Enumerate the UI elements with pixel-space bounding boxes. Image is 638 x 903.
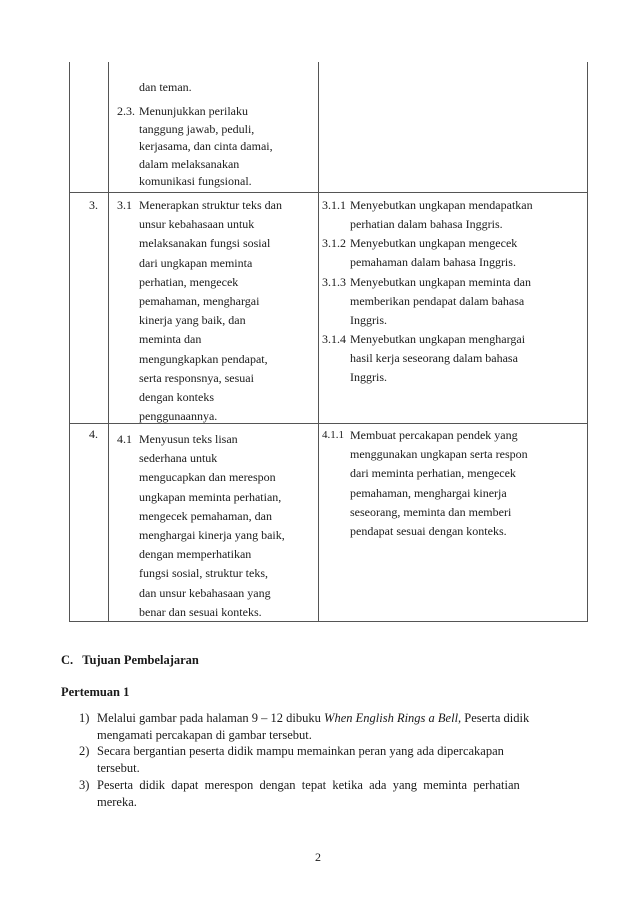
kd-line: kerjasama, dan cinta damai, [139, 139, 273, 153]
kd-line: Menerapkan struktur teks dan [139, 198, 282, 212]
goal-line: mengamati percakapan di gambar tersebut. [97, 728, 312, 742]
book-title: When English Rings a Bell, [324, 711, 462, 725]
kd-line: serta responsnya, sesuai [139, 370, 254, 385]
indicator-line: Menyebutkan ungkapan mendapatkan [350, 198, 533, 212]
kd-line: menghargai kinerja yang baik, [139, 528, 285, 543]
indicator-line: memberikan pendapat dalam bahasa [350, 294, 525, 309]
kd-line: Menunjukkan perilaku [139, 104, 248, 118]
kd-line: kinerja yang baik, dan [139, 313, 246, 328]
indicator-line: perhatian dalam bahasa Inggris. [350, 217, 503, 232]
kd-line: komunikasi fungsional. [139, 174, 252, 188]
indicator-4-1-1 [322, 426, 528, 541]
indicator-3-1-3 [322, 273, 531, 331]
indicator-3-1-4 [322, 330, 525, 388]
table-left-border [69, 62, 70, 622]
indicator-number: 3.1.3 [322, 275, 346, 289]
indicator-line: Membuat percakapan pendek yang [350, 428, 518, 442]
row-number: 4. [89, 427, 98, 441]
indicator-number: 3.1.2 [322, 236, 346, 250]
kd-line: mengucapkan dan merespon [139, 470, 276, 485]
section-heading: C. Tujuan Pembelajaran [61, 653, 199, 667]
table-divider-no [108, 62, 109, 622]
goal-number: 1) [79, 711, 90, 725]
indicator-3-1-2 [322, 234, 517, 272]
kd-line: dari ungkapan meminta [139, 255, 253, 270]
kd-line: sederhana untuk [139, 451, 218, 466]
kd-item-3-1 [117, 196, 282, 426]
kd-number: 2.3. [117, 104, 135, 118]
kd-line: dengan memperhatikan [139, 547, 252, 562]
indicator-line: Inggris. [350, 313, 387, 328]
indicator-line: Inggris. [350, 370, 387, 385]
goal-text: Peserta didik [461, 711, 530, 725]
kd-line: dalam melaksanakan [139, 156, 240, 171]
kd-line: ungkapan meminta perhatian, [139, 489, 282, 504]
page-number: 2 [315, 850, 321, 864]
goal-text: Melalui gambar pada halaman 9 – 12 dibuku [97, 711, 325, 725]
goal-line: Secara bergantian peserta didik mampu memainkan peran yang ada dipercakapan [97, 744, 504, 758]
kd-line: dan unsur kebahasaan yang [139, 585, 271, 600]
kd-line: mengungkapkan pendapat, [139, 351, 268, 366]
goal-item-2 [79, 743, 578, 777]
meeting-heading: Pertemuan 1 [61, 685, 130, 699]
indicator-line: pendapat sesuai dengan konteks. [350, 524, 507, 539]
kd-item-2-3 [117, 103, 273, 191]
goal-item-3 [79, 777, 578, 811]
table-divider-kd [318, 62, 319, 622]
kd-line: dan teman. [139, 80, 192, 94]
kd-item-4-1 [117, 430, 285, 622]
indicator-line: seseorang, meminta dan memberi [350, 504, 512, 519]
indicator-number: 3.1.4 [322, 332, 346, 346]
row-number: 3. [89, 198, 98, 212]
indicator-line: pemahaman, menghargai kinerja [350, 485, 507, 500]
kd-line: fungsi sosial, struktur teks, [139, 566, 268, 581]
goal-number: 3) [79, 778, 90, 792]
kd-line: perhatian, mengecek [139, 274, 239, 289]
indicator-number: 3.1.1 [322, 198, 346, 212]
kd-line: melaksanakan fungsi sosial [139, 236, 271, 251]
indicator-line: Menyebutkan ungkapan menghargai [350, 332, 526, 346]
kd-line: Menyusun teks lisan [139, 432, 238, 446]
indicator-line: Menyebutkan ungkapan meminta dan [350, 275, 531, 289]
indicator-line: pemahaman dalam bahasa Inggris. [350, 255, 516, 270]
kd-number: 4.1 [117, 432, 132, 446]
kd-line: mengecek pemahaman, dan [139, 508, 272, 523]
goal-number: 2) [79, 744, 90, 758]
goal-line: mereka. [97, 795, 137, 809]
kd-line: penggunaannya. [139, 409, 218, 424]
indicator-line: hasil kerja seseorang dalam bahasa [350, 351, 518, 366]
indicator-line: menggunakan ungkapan serta respon [350, 447, 528, 462]
indicator-line: dari meminta perhatian, mengecek [350, 466, 516, 481]
kd-line: pemahaman, menghargai [139, 294, 260, 309]
table-row-line [69, 192, 588, 193]
kd-number: 3.1 [117, 198, 132, 212]
kd-line: tanggung jawab, peduli, [139, 121, 255, 136]
indicator-number: 4.1.1 [322, 429, 344, 441]
kd-line: dengan konteks [139, 390, 214, 405]
goal-line: tersebut. [97, 761, 140, 775]
indicator-line: Menyebutkan ungkapan mengecek [350, 236, 518, 250]
goal-line [97, 710, 578, 727]
kd-continued-text [139, 78, 192, 96]
kd-line: unsur kebahasaan untuk [139, 217, 255, 232]
indicator-3-1-1 [322, 196, 533, 234]
kd-line: meminta dan [139, 332, 202, 347]
table-right-border [587, 62, 588, 622]
goal-item-1 [79, 710, 578, 744]
kd-line: benar dan sesuai konteks. [139, 604, 262, 619]
goal-line: Peserta didik dapat merespon dengan tepat ketika ada yang meminta perhatian [97, 778, 520, 792]
